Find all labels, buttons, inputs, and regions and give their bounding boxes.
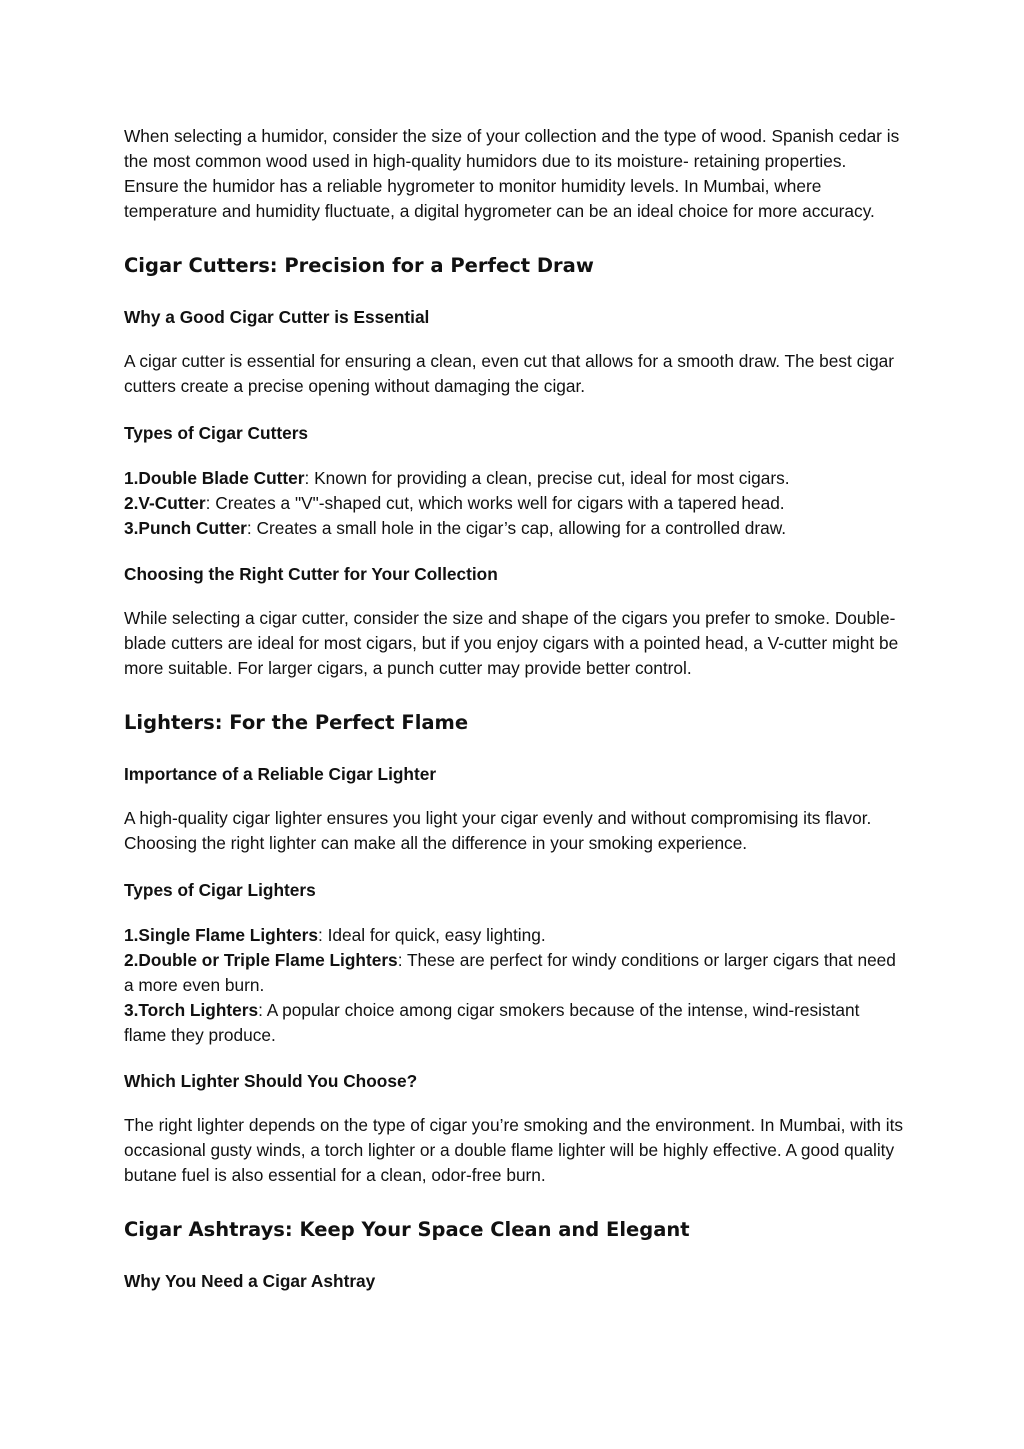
list-item-name: 3.Punch Cutter [124, 518, 247, 538]
cutters-choose-paragraph: While selecting a cigar cutter, consider the size and shape of the cigars you prefer to smoke. Double-blade cutters are ideal for most cigars, but if you enjoy cigars with a pointed head, a V-cutter might be more suitable. For larger cigars, a punch cutter may provide better control. [124, 608, 899, 678]
list-item-name: 1.Single Flame Lighters [124, 925, 318, 945]
list-item-desc: : Ideal for quick, easy lighting. [317, 925, 546, 945]
cutters-types-list [124, 466, 904, 541]
lighters-importance-paragraph: A high-quality cigar lighter ensures you light your cigar evenly and without compromising its flavor. Choosing the right lighter can make all the difference in your smoking experience. [124, 808, 872, 853]
intro-paragraph: When selecting a humidor, consider the size of your collection and the type of wood. Spanish cedar is the most common wood used in high-quality humidors due to its moisture- retaining properties. Ensure the humidor has a reliable hygrometer to monitor humidity levels. In Mumbai, where temperature and humidity fluctuate, a digital hygrometer can be an ideal choice for more accuracy. [124, 126, 900, 221]
lighters-importance-heading: Importance of a Reliable Cigar Lighter [124, 764, 437, 784]
list-item [124, 923, 904, 948]
list-item-desc: : Known for providing a clean, precise cut, ideal for most cigars. [304, 468, 790, 488]
list-item-name: 2.Double or Triple Flame Lighters [124, 950, 398, 970]
list-item [124, 998, 904, 1048]
list-item [124, 466, 904, 491]
list-item-desc: : A popular choice among cigar smokers because of the intense, wind-resistant flame they produce. [124, 1000, 860, 1045]
ashtrays-why-heading: Why You Need a Cigar Ashtray [124, 1271, 376, 1291]
cutters-why-paragraph: A cigar cutter is essential for ensuring a clean, even cut that allows for a smooth draw. The best cigar cutters create a precise opening without damaging the cigar. [124, 351, 895, 396]
lighters-which-paragraph: The right lighter depends on the type of cigar you’re smoking and the environment. In Mumbai, with its occasional gusty winds, a torch lighter or a double flame lighter will be highly effective. A good quality butane fuel is also essential for a clean, odor-free burn. [124, 1115, 904, 1185]
cutters-why-heading: Why a Good Cigar Cutter is Essential [124, 307, 430, 327]
lighters-heading: Lighters: For the Perfect Flame [124, 711, 469, 734]
list-item-desc: : These are perfect for windy conditions or larger cigars that need a more even burn. [124, 950, 896, 995]
list-item [124, 491, 904, 516]
cutters-types-heading: Types of Cigar Cutters [124, 423, 309, 443]
list-item-desc: : Creates a small hole in the cigar’s cap, allowing for a controlled draw. [246, 518, 787, 538]
lighters-types-heading: Types of Cigar Lighters [124, 880, 316, 900]
list-item [124, 516, 904, 541]
list-item-name: 2.V-Cutter [124, 493, 206, 513]
lighters-types-list [124, 923, 904, 1048]
lighters-which-heading: Which Lighter Should You Choose? [124, 1071, 418, 1091]
cutters-choose-heading: Choosing the Right Cutter for Your Collection [124, 564, 498, 584]
cutters-heading: Cigar Cutters: Precision for a Perfect Draw [124, 254, 594, 277]
list-item-name: 3.Torch Lighters [124, 1000, 259, 1020]
list-item [124, 948, 904, 998]
ashtrays-heading: Cigar Ashtrays: Keep Your Space Clean and Elegant [124, 1218, 690, 1241]
document-page [124, 124, 904, 1293]
list-item-desc: : Creates a "V"-shaped cut, which works well for cigars with a tapered head. [205, 493, 785, 513]
list-item-name: 1.Double Blade Cutter [124, 468, 305, 488]
